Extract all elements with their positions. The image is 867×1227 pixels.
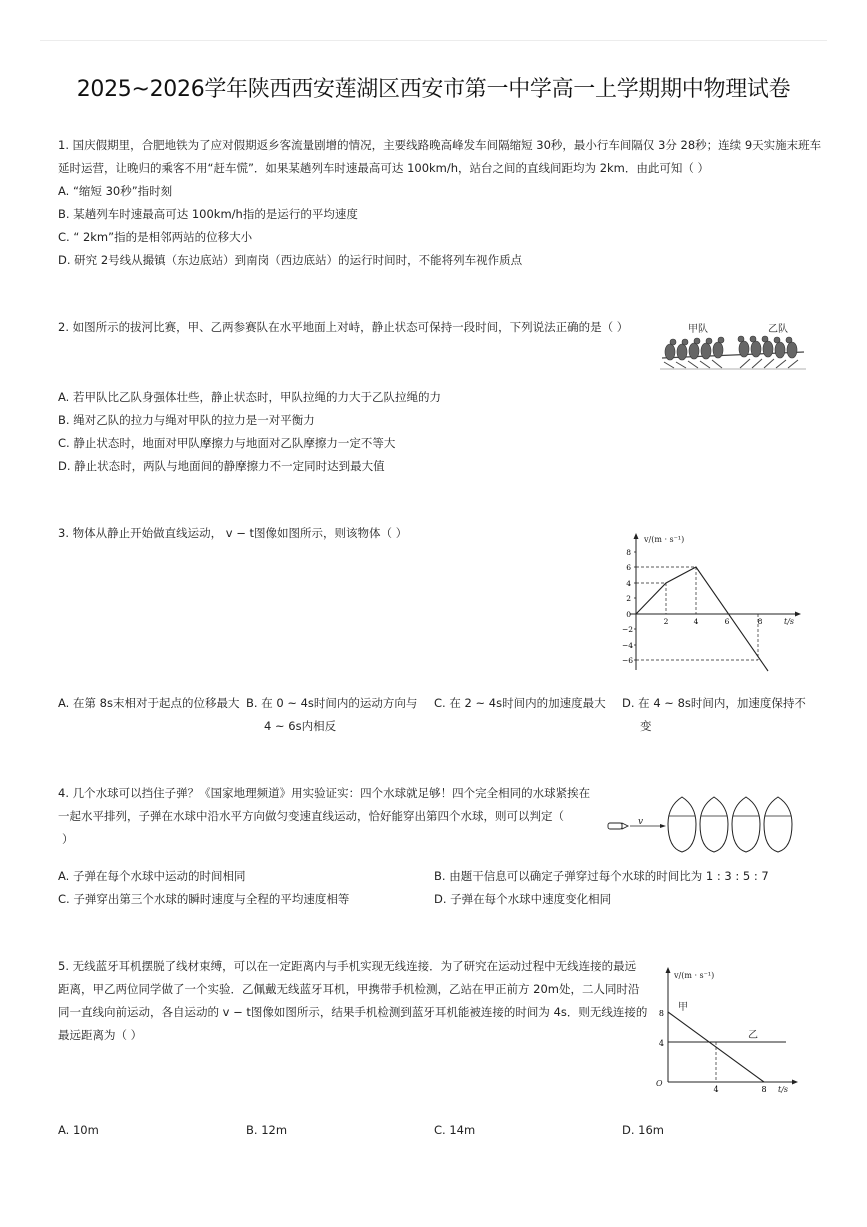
q3-x-axis-label: t/s — [784, 617, 795, 626]
page-title: 2025~2026学年陕西西安莲湖区西安市第一中学高一上学期期中物理试卷 — [76, 77, 791, 102]
q4-stem-line2: 一起水平排列，子弹在水球中沿水平方向做匀变速直线运动，恰好能穿出第四个水球，则可以判定（ — [58, 809, 564, 823]
q2-option-a: A. 若甲队比乙队身强体壮些，静止状态时，甲队拉绳的力大于乙队拉绳的力 — [58, 390, 441, 404]
q5-xtick-8: 8 — [761, 1085, 767, 1094]
q2-stem: 2. 如图所示的拔河比赛，甲、乙两参赛队在水平地面上对峙，静止状态可保持一段时间，下列说法正确的是（ ） — [58, 320, 629, 334]
q3-vt-graph — [618, 530, 804, 674]
q3-xtick-8: 8 — [757, 617, 763, 626]
water-ball-4 — [764, 797, 792, 852]
q1-option-c: C. “ 2km”指的是相邻两站的位移大小 — [58, 230, 253, 244]
q5-ytick-8: 8 — [658, 1009, 664, 1018]
q3-xtick-6: 6 — [724, 617, 730, 626]
water-ball-1 — [668, 797, 696, 852]
q3-ytick-neg4: −4 — [621, 641, 633, 650]
q1-option-a: A. “缩短 30秒”指时刻 — [58, 184, 173, 198]
q3-option-d-line2: 变 — [640, 719, 652, 733]
q5-xtick-4: 4 — [713, 1085, 719, 1094]
team-jia-label: 甲队 — [688, 324, 708, 335]
q2-option-c: C. 静止状态时，地面对甲队摩擦力与地面对乙队摩擦力一定不等大 — [58, 436, 396, 450]
q1-option-d: D. 研究 2号线从撮镇（东边底站）到南岗（西边底站）的运行时间时，不能将列车视作质点 — [58, 253, 523, 267]
q5-label-yi: 乙 — [748, 1030, 758, 1041]
q3-option-c: C. 在 2 ~ 4s时间内的加速度最大 — [434, 696, 606, 710]
q5-origin-label: O — [656, 1079, 663, 1088]
q5-ytick-4: 4 — [658, 1039, 664, 1048]
q5-stem-line4: 最远距离为（ ） — [58, 1028, 143, 1042]
q4-option-b: B. 由题干信息可以确定子弹穿过每个水球的时间比为 1 : 3 : 5 : 7 — [434, 869, 769, 883]
team-yi-label: 乙队 — [768, 324, 788, 335]
q5-label-jia: 甲 — [678, 1002, 688, 1013]
q3-ytick-neg6: −6 — [621, 656, 633, 665]
q3-option-a: A. 在第 8s末相对于起点的位移最大 — [58, 696, 240, 710]
q1-stem-line2: 延时运营，让晚归的乘客不用“赶车慌”．如果某趟列车时速最高可达 100km/h，站台之间的直线间距均为 2km．由此可知（ ） — [58, 161, 710, 175]
bullet-velocity-label: v — [638, 817, 644, 827]
q1-stem-line1: 1. 国庆假期里，合肥地铁为了应对假期返乡客流量剧增的情况，主要线路晚高峰发车间隔缩短 30秒，最小行车间隔仅 3分 28秒；连续 9天实施末班车 — [58, 138, 822, 152]
q4-stem-line3: ） — [62, 832, 74, 846]
water-balls-figure — [606, 792, 802, 854]
bullet-icon — [608, 823, 622, 829]
q3-y-axis-label: v/(m · s⁻¹) — [644, 535, 685, 544]
q5-stem-line3: 同一直线向前运动，各自运动的 v − t图像如图所示，结果手机检测到蓝牙耳机能被连接的时间为 4s．则无线连接的 — [58, 1005, 648, 1019]
q5-vt-graph — [652, 964, 802, 1094]
q2-option-b: B. 绳对乙队的拉力与绳对甲队的拉力是一对平衡力 — [58, 413, 315, 427]
q3-option-d-line1: D. 在 4 ~ 8s时间内，加速度保持不 — [622, 696, 806, 710]
q3-xtick-2: 2 — [663, 617, 669, 626]
q4-option-c: C. 子弹穿出第三个水球的瞬时速度与全程的平均速度相等 — [58, 892, 350, 906]
q4-option-d: D. 子弹在每个水球中速度变化相同 — [434, 892, 612, 906]
q5-y-axis-label: v/(m · s⁻¹) — [674, 971, 715, 980]
q5-option-c: C. 14m — [434, 1123, 476, 1137]
q3-ytick-0: 0 — [626, 610, 631, 619]
q5-option-d: D. 16m — [622, 1123, 665, 1137]
q3-ytick-6: 6 — [626, 563, 631, 572]
q5-stem-line1: 5. 无线蓝牙耳机摆脱了线材束缚，可以在一定距离内与手机实现无线连接．为了研究在运动过程中无线连接的最远 — [58, 959, 637, 973]
q5-stem-line2: 距离，甲乙两位同学做了一个实验．乙佩戴无线蓝牙耳机，甲携带手机检测，乙站在甲正前方 20m处，二人同时沿 — [58, 982, 640, 996]
tug-of-war-figure — [660, 318, 806, 376]
q4-stem-line1: 4. 几个水球可以挡住子弹？《国家地理频道》用实验证实：四个水球就足够！四个完全相同的水球紧挨在 — [58, 786, 591, 800]
q4-option-a: A. 子弹在每个水球中运动的时间相同 — [58, 869, 246, 883]
q3-ytick-2: 2 — [626, 594, 631, 603]
q3-option-b-line2: 4 ~ 6s内相反 — [264, 719, 337, 733]
q3-xtick-4: 4 — [693, 617, 699, 626]
q5-option-b: B. 12m — [246, 1123, 288, 1137]
q3-ytick-4: 4 — [626, 579, 631, 588]
q3-option-b-line1: B. 在 0 ~ 4s时间内的运动方向与 — [246, 696, 418, 710]
top-rule — [40, 40, 827, 41]
q1-option-b: B. 某趟列车时速最高可达 100km/h指的是运行的平均速度 — [58, 207, 358, 221]
q5-x-axis-label: t/s — [778, 1085, 789, 1094]
water-ball-3 — [732, 797, 760, 852]
q3-stem: 3. 物体从静止开始做直线运动， v − t图像如图所示，则该物体（ ） — [58, 526, 408, 540]
q3-ytick-8: 8 — [626, 548, 631, 557]
q3-ytick-neg2: −2 — [621, 625, 633, 634]
q2-option-d: D. 静止状态时，两队与地面间的静摩擦力不一定同时达到最大值 — [58, 459, 385, 473]
q5-option-a: A. 10m — [58, 1123, 99, 1137]
water-ball-2 — [700, 797, 728, 852]
